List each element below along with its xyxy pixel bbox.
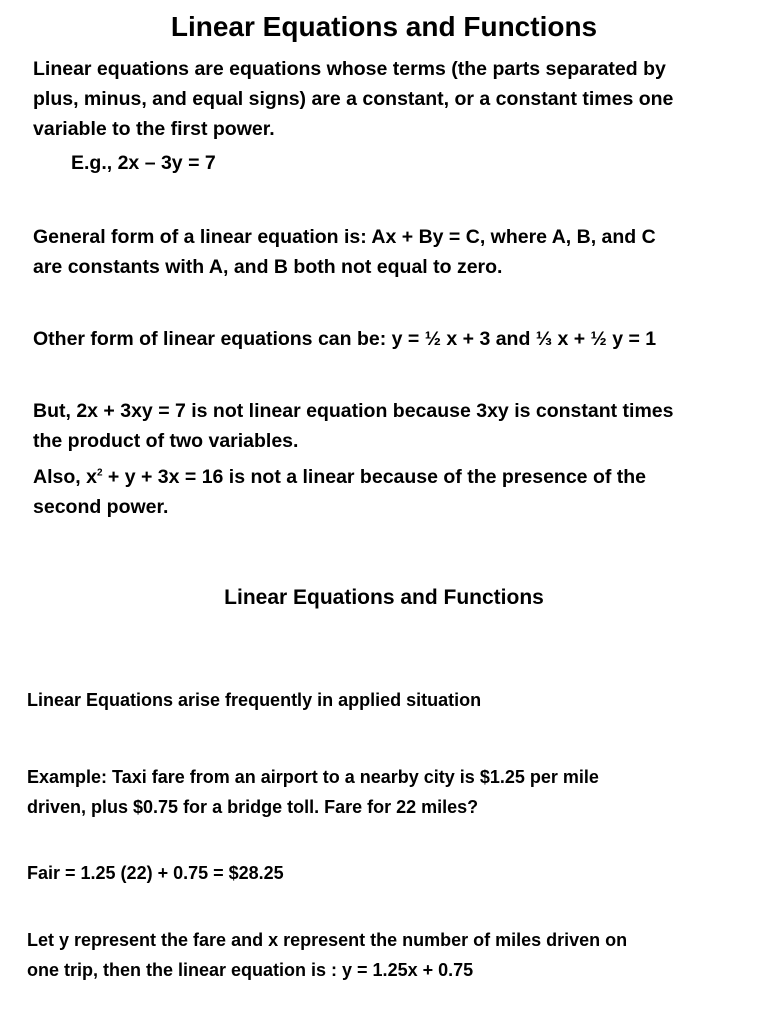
equation-paragraph [27, 925, 757, 985]
taxi-example-paragraph [27, 762, 757, 822]
slide-title: Linear Equations and Functions [170, 11, 598, 42]
example-line-1: Example: Taxi fare from an airport to a nearby city is $1.25 per mile [27, 767, 599, 787]
equation-line-2: one trip, then the linear equation is : y = 1.25x + 0.75 [27, 960, 474, 980]
nonlinear-2-line-2: second power. [33, 496, 169, 518]
nonlinear-2-post: + y + 3x = 16 is not a linear because of the presence of the [102, 466, 647, 488]
other-form-line: Other form of linear equations can be: y = ½ x + 3 and ⅓ x + ½ y = 1 [33, 328, 657, 350]
example-line-2: driven, plus $0.75 for a bridge toll. Fare for 22 miles? [27, 797, 479, 817]
general-form-line-1: General form of a linear equation is: Ax + By = C, where A, B, and C [33, 226, 656, 248]
definition-line-2: plus, minus, and equal signs) are a constant, or a constant times one [33, 88, 674, 110]
intro-line: Linear Equations arise frequently in applied situation [27, 690, 482, 710]
general-form-line-2: are constants with A, and B both not equal to zero. [33, 256, 503, 278]
example-equation: E.g., 2x – 3y = 7 [71, 152, 216, 174]
definition-line-1: Linear equations are equations whose terms (the parts separated by [33, 58, 666, 80]
nonlinear-examples-paragraph [33, 396, 763, 522]
exponent: 2 [96, 467, 103, 479]
nonlinear-2-line-1 [33, 462, 763, 492]
general-form-paragraph [33, 222, 763, 282]
intro-paragraph [27, 685, 757, 715]
calculation-line: Fair = 1.25 (22) + 0.75 = $28.25 [27, 863, 284, 883]
equation-line-1: Let y represent the fare and x represent the number of miles driven on [27, 930, 628, 950]
definition-line-3: variable to the first power. [33, 118, 275, 140]
calculation-paragraph [27, 858, 757, 888]
definition-paragraph [33, 54, 763, 178]
slide-applied-linear-equations [0, 540, 768, 1024]
other-form-paragraph [33, 324, 763, 354]
slide-title: Linear Equations and Functions [224, 586, 544, 609]
nonlinear-2-pre: Also, x [33, 466, 97, 488]
nonlinear-1-line-1: But, 2x + 3xy = 7 is not linear equation because 3xy is constant times [33, 400, 674, 422]
nonlinear-1-line-2: the product of two variables. [33, 430, 299, 452]
